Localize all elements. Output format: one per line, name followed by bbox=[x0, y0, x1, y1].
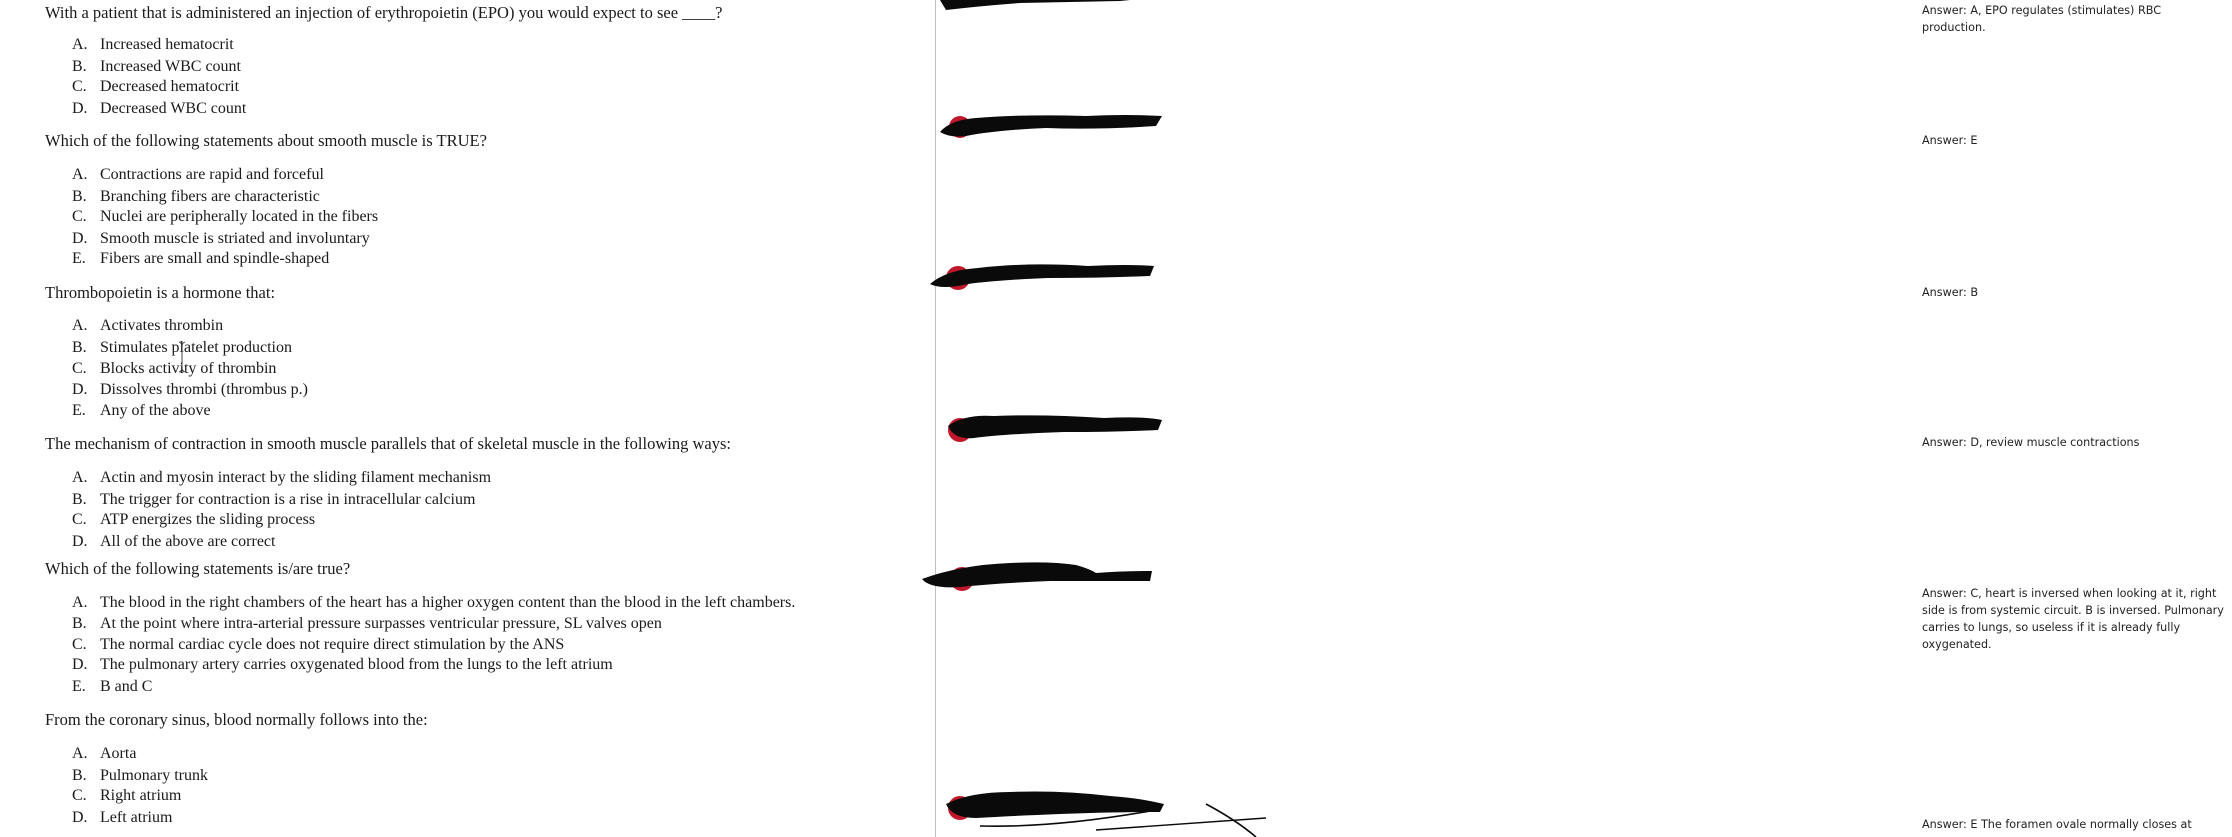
question-6-option-a[interactable]: A. Aorta bbox=[72, 745, 137, 762]
question-1-option-d[interactable]: D. Decreased WBC count bbox=[72, 100, 247, 117]
question-3-option-a[interactable]: A. Activates thrombin bbox=[72, 317, 224, 334]
question-5-option-a[interactable]: A. The blood in the right chambers of the heart has a higher oxygen content than the blood in the left chambers. bbox=[72, 594, 796, 611]
question-5-option-b[interactable]: B. At the point where intra-arterial pressure surpasses ventricular pressure, SL valves open bbox=[72, 615, 662, 632]
text-cursor-icon bbox=[178, 341, 186, 373]
comment-1[interactable]: Answer: A, EPO regulates (stimulates) RBC production. bbox=[1922, 4, 2162, 34]
question-4-option-b[interactable]: B. The trigger for contraction is a rise in intracellular calcium bbox=[72, 491, 476, 508]
redacted-author-4 bbox=[944, 408, 1166, 444]
question-4-option-c[interactable]: C. ATP energizes the sliding process bbox=[72, 511, 316, 528]
question-6-option-b[interactable]: B. Pulmonary trunk bbox=[72, 767, 208, 784]
question-1-option-a[interactable]: A. Increased hematocrit bbox=[72, 36, 234, 53]
question-3-option-b[interactable]: B. Stimulates platelet production bbox=[72, 339, 292, 356]
question-4-option-d[interactable]: D. All of the above are correct bbox=[72, 533, 276, 550]
question-2-prompt: Which of the following statements about smooth muscle is TRUE? bbox=[45, 131, 487, 150]
comment-5[interactable]: Answer: C, heart is inversed when looking at it, right side is from systemic circuit. B is inversed. Pulmonary carries to lungs, so useless if it is already fully oxygenated. bbox=[1922, 587, 2224, 651]
question-3-option-e[interactable]: E. Any of the above bbox=[72, 402, 211, 419]
question-1-option-c[interactable]: C. Decreased hematocrit bbox=[72, 78, 240, 95]
question-5-option-d[interactable]: D. The pulmonary artery carries oxygenated blood from the lungs to the left atrium bbox=[72, 656, 613, 673]
question-3-option-c[interactable]: C. Blocks activity of thrombin bbox=[72, 360, 277, 377]
question-2-option-b[interactable]: B. Branching fibers are characteristic bbox=[72, 188, 320, 205]
question-2-option-a[interactable]: A. Contractions are rapid and forceful bbox=[72, 166, 324, 183]
question-3-prompt: Thrombopoietin is a hormone that: bbox=[45, 283, 276, 302]
redacted-author-1 bbox=[940, 0, 1130, 12]
question-4-prompt: The mechanism of contraction in smooth muscle parallels that of skeletal muscle in the following ways: bbox=[45, 434, 731, 453]
question-1-prompt: With a patient that is administered an injection of erythropoietin (EPO) you would expect to see ____? bbox=[45, 3, 723, 22]
question-6-prompt: From the coronary sinus, blood normally follows into the: bbox=[45, 710, 428, 729]
question-2-option-d[interactable]: D. Smooth muscle is striated and involuntary bbox=[72, 230, 370, 247]
question-6-option-d[interactable]: D. Left atrium bbox=[72, 809, 173, 826]
comment-6[interactable]: Answer: E The foramen ovale normally closes at bbox=[1922, 818, 2192, 831]
question-2-option-e[interactable]: E. Fibers are small and spindle-shaped bbox=[72, 250, 330, 267]
question-5-option-e[interactable]: E. B and C bbox=[72, 678, 153, 695]
question-5-prompt: Which of the following statements is/are true? bbox=[45, 559, 351, 578]
scribble-lines bbox=[976, 800, 1276, 837]
redacted-author-2 bbox=[936, 108, 1168, 142]
question-5-option-c[interactable]: C. The normal cardiac cycle does not require direct stimulation by the ANS bbox=[72, 636, 565, 653]
question-6-option-c[interactable]: C. Right atrium bbox=[72, 787, 182, 804]
document-page bbox=[0, 0, 935, 837]
question-3-option-d[interactable]: D. Dissolves thrombi (thrombus p.) bbox=[72, 381, 308, 398]
redacted-author-5 bbox=[920, 555, 1160, 595]
comment-margin bbox=[936, 0, 2224, 837]
redacted-author-3 bbox=[928, 256, 1162, 292]
question-2-option-c[interactable]: C. Nuclei are peripherally located in the fibers bbox=[72, 208, 379, 225]
comment-4[interactable]: Answer: D, review muscle contractions bbox=[1922, 436, 2140, 449]
comment-3[interactable]: Answer: B bbox=[1922, 286, 1979, 299]
question-4-option-a[interactable]: A. Actin and myosin interact by the sliding filament mechanism bbox=[72, 469, 492, 486]
comment-2[interactable]: Answer: E bbox=[1922, 134, 1978, 147]
question-1-option-b[interactable]: B. Increased WBC count bbox=[72, 58, 241, 75]
